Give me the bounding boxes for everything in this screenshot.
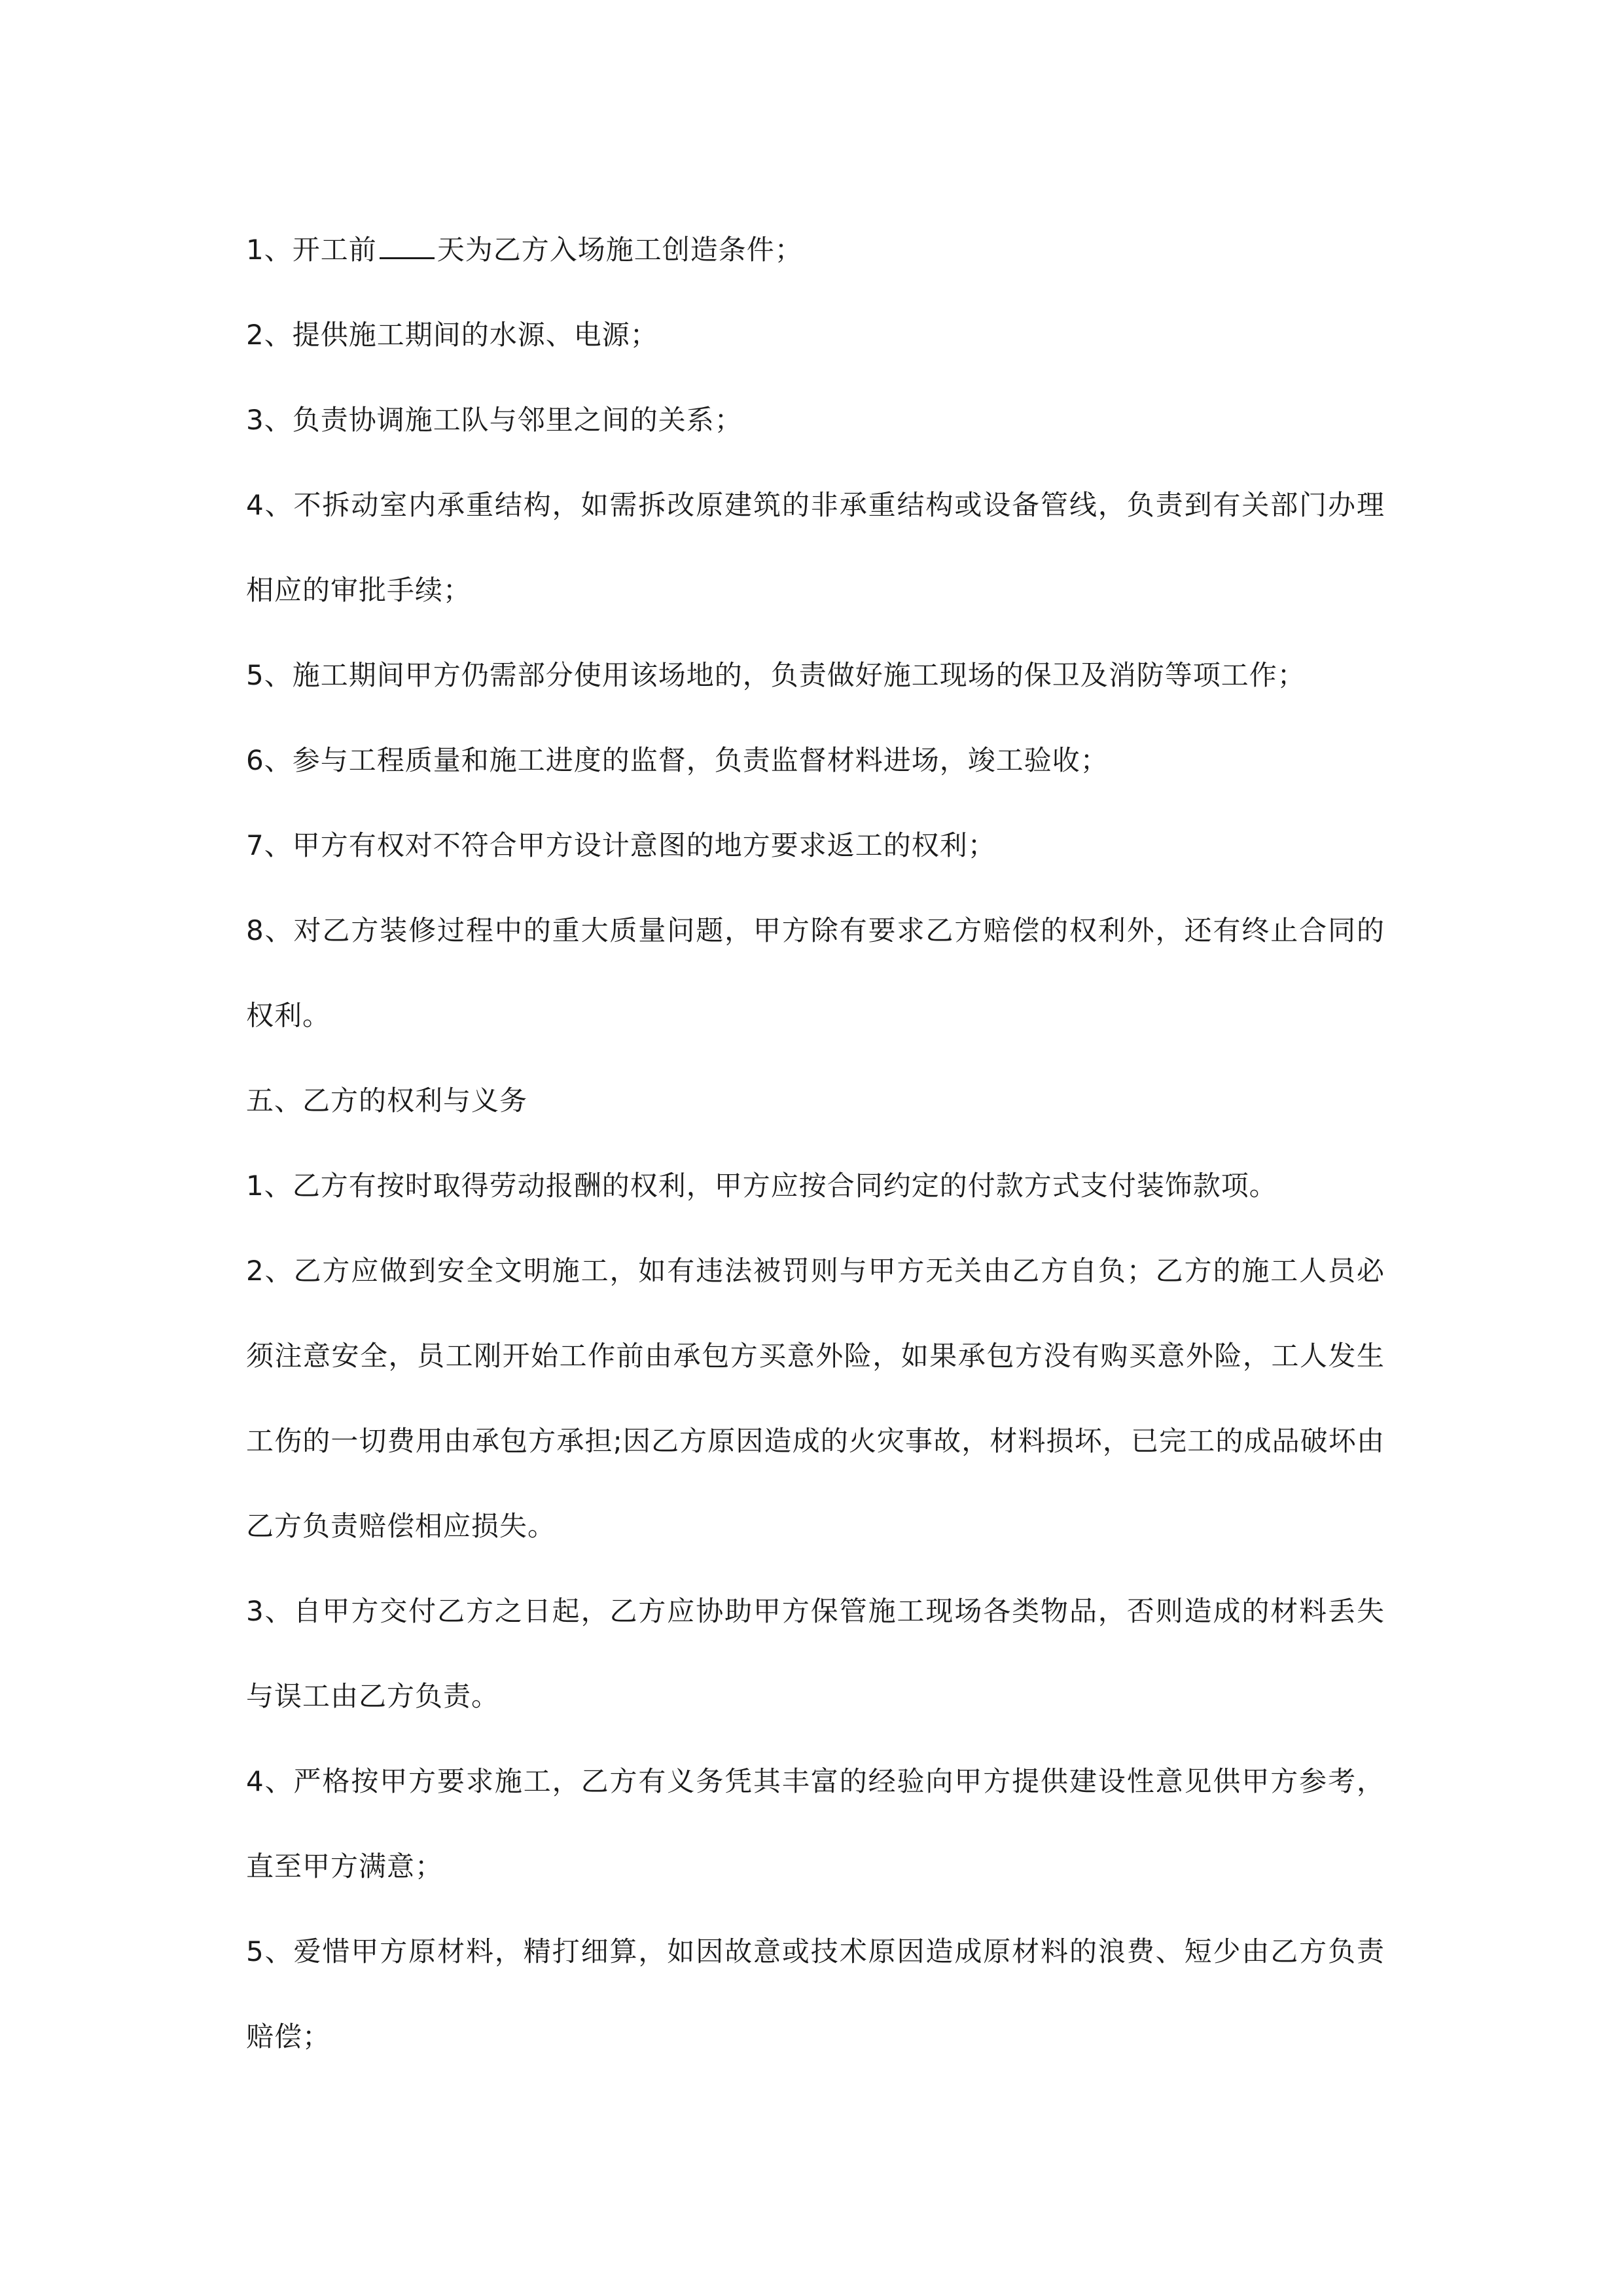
paragraph-6: 6、参与工程质量和施工进度的监督，负责监督材料进场，竣工验收； — [246, 744, 1109, 776]
fill-in-blank — [380, 235, 435, 259]
paragraph-13: 5、爱惜甲方原材料，精打细算，如因故意或技术原因造成原材料的浪费、短少由乙方负责赔偿； — [246, 1935, 1385, 2053]
paragraph-1-after: 天为乙方入场施工创造条件； — [437, 234, 803, 266]
paragraph-12: 4、严格按甲方要求施工，乙方有义务凭其丰富的经验向甲方提供建设性意见供甲方参考，直至甲方满意； — [246, 1765, 1385, 1882]
paragraph-1-before: 1、开工前 — [246, 234, 377, 266]
paragraph-7: 7、甲方有权对不符合甲方设计意图的地方要求返工的权利； — [246, 829, 996, 861]
section-heading: 五、乙方的权利与义务 — [246, 1085, 528, 1117]
paragraph-5: 5、施工期间甲方仍需部分使用该场地的，负责做好施工现场的保卫及消防等项工作； — [246, 659, 1306, 691]
paragraph-10: 2、乙方应做到安全文明施工，如有违法被罚则与甲方无关由乙方自负；乙方的施工人员必须注意安全，员工刚开始工作前由承包方买意外险，如果承包方没有购买意外险，工人发生工伤的一切费用由承包方承担;因乙方原因造成的火灾事故，材料损坏，已完工的成品破坏由乙方负责赔偿相应损失。 — [246, 1255, 1385, 1542]
paragraph-2: 2、提供施工期间的水源、电源； — [246, 319, 658, 351]
paragraph-9: 1、乙方有按时取得劳动报酬的权利，甲方应按合同约定的付款方式支付装饰款项。 — [246, 1170, 1277, 1202]
paragraph-1 — [246, 207, 1385, 293]
paragraph-3: 3、负责协调施工队与邻里之间的关系； — [246, 404, 743, 436]
document-body — [246, 207, 1385, 2079]
paragraph-8: 8、对乙方装修过程中的重大质量问题，甲方除有要求乙方赔偿的权利外，还有终止合同的权利。 — [246, 914, 1385, 1031]
paragraph-4: 4、不拆动室内承重结构，如需拆改原建筑的非承重结构或设备管线，负责到有关部门办理相应的审批手续； — [246, 489, 1385, 606]
paragraph-11: 3、自甲方交付乙方之日起，乙方应协助甲方保管施工现场各类物品，否则造成的材料丢失与误工由乙方负责。 — [246, 1595, 1385, 1712]
